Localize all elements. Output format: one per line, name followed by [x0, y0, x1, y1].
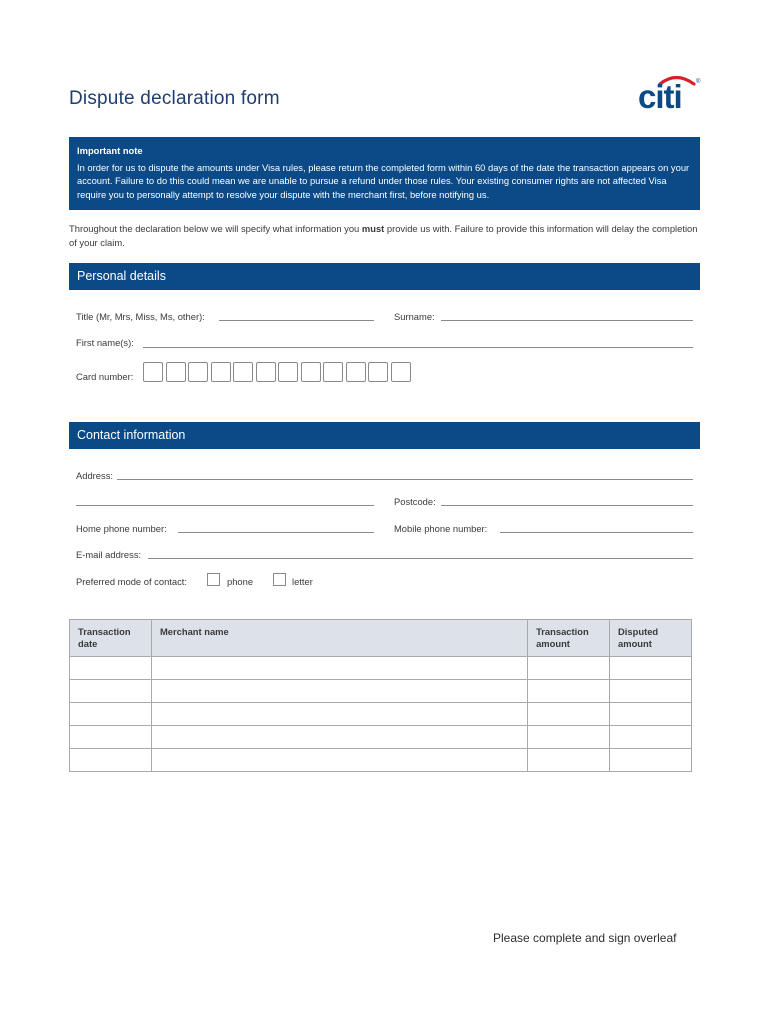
- transaction-table: [69, 619, 692, 772]
- address-field-line-2[interactable]: [76, 505, 374, 506]
- email-field[interactable]: [148, 558, 693, 559]
- table-cell[interactable]: [70, 703, 152, 726]
- page-title: Dispute declaration form: [69, 88, 280, 109]
- email-label: E-mail address:: [76, 549, 142, 560]
- table-cell[interactable]: [70, 726, 152, 749]
- card-digit-box[interactable]: [233, 362, 253, 382]
- table-cell[interactable]: [528, 680, 610, 703]
- table-cell[interactable]: [610, 703, 692, 726]
- table-cell[interactable]: [151, 680, 527, 703]
- intro-text: [69, 222, 699, 249]
- card-digit-box[interactable]: [166, 362, 186, 382]
- table-cell[interactable]: [610, 680, 692, 703]
- intro-text-end: provide us with. Failure to provide this information will delay the completion of your claim.: [69, 223, 698, 248]
- mobile-phone-field[interactable]: [500, 532, 693, 533]
- table-row: [70, 680, 692, 703]
- card-digit-box[interactable]: [323, 362, 343, 382]
- card-digit-box[interactable]: [301, 362, 321, 382]
- title-label: Title (Mr, Mrs, Miss, Ms, other):: [76, 311, 205, 322]
- surname-field[interactable]: [441, 320, 693, 321]
- surname-label: Surname:: [394, 311, 435, 322]
- table-header-row: [70, 620, 692, 657]
- footer-note: Please complete and sign overleaf: [493, 931, 677, 945]
- important-note: [69, 137, 700, 210]
- table-row: [70, 749, 692, 772]
- contact-information-header: Contact information: [69, 422, 700, 449]
- col-transaction-date: Transaction date: [70, 620, 152, 657]
- postcode-field[interactable]: [441, 505, 693, 506]
- col-transaction-amount: Transaction amount: [528, 620, 610, 657]
- table-cell[interactable]: [151, 749, 527, 772]
- postcode-label: Postcode:: [394, 496, 436, 507]
- mobile-phone-label: Mobile phone number:: [394, 523, 488, 534]
- letter-option-label: letter: [292, 576, 313, 587]
- table-cell[interactable]: [151, 703, 527, 726]
- table-cell[interactable]: [528, 726, 610, 749]
- home-phone-label: Home phone number:: [76, 523, 167, 534]
- card-digit-box[interactable]: [188, 362, 208, 382]
- card-digit-box[interactable]: [346, 362, 366, 382]
- important-note-heading: Important note: [77, 145, 143, 156]
- table-cell[interactable]: [610, 749, 692, 772]
- col-disputed-amount: Disputed amount: [610, 620, 692, 657]
- card-number-label: Card number:: [76, 371, 134, 382]
- address-field-line-1[interactable]: [117, 479, 693, 480]
- phone-option-label: phone: [227, 576, 254, 587]
- table-row: [70, 657, 692, 680]
- card-digit-box[interactable]: [368, 362, 388, 382]
- citi-logo: [638, 72, 704, 112]
- svg-text:®: ®: [696, 79, 701, 85]
- table-cell[interactable]: [70, 657, 152, 680]
- home-phone-field[interactable]: [178, 532, 374, 533]
- intro-text-start: Throughout the declaration below we will specify what information you: [69, 223, 362, 234]
- card-digit-box[interactable]: [143, 362, 163, 382]
- first-name-field[interactable]: [143, 347, 693, 348]
- personal-details-header: Personal details: [69, 263, 700, 290]
- letter-checkbox[interactable]: [273, 573, 286, 586]
- table-cell[interactable]: [610, 726, 692, 749]
- table-cell[interactable]: [528, 703, 610, 726]
- table-cell[interactable]: [610, 657, 692, 680]
- important-note-body: In order for us to dispute the amounts under Visa rules, please return the completed form within 60 days of the date the transaction appears on your account. Failure to do this could mean we are unable to pursue a refund under those rules. Your existing consumer rights are not affected Visa require you to personally attempt to resolve your dispute with the merchant first, before notifying us.: [77, 161, 690, 200]
- table-cell[interactable]: [70, 680, 152, 703]
- table-cell[interactable]: [528, 749, 610, 772]
- col-merchant-name: Merchant name: [151, 620, 527, 657]
- table-cell[interactable]: [151, 726, 527, 749]
- first-name-label: First name(s):: [76, 337, 134, 348]
- card-digit-box[interactable]: [256, 362, 276, 382]
- preferred-contact-label: Preferred mode of contact:: [76, 576, 187, 587]
- card-digit-box[interactable]: [278, 362, 298, 382]
- phone-checkbox[interactable]: [207, 573, 220, 586]
- svg-text:citi: citi: [638, 78, 682, 112]
- title-field[interactable]: [219, 320, 374, 321]
- table-cell[interactable]: [151, 657, 527, 680]
- table-cell[interactable]: [528, 657, 610, 680]
- intro-emphasis: must: [361, 223, 385, 234]
- table-cell[interactable]: [70, 749, 152, 772]
- card-digit-box[interactable]: [211, 362, 231, 382]
- address-label: Address:: [76, 470, 113, 481]
- table-row: [70, 726, 692, 749]
- card-digit-box[interactable]: [391, 362, 411, 382]
- table-row: [70, 703, 692, 726]
